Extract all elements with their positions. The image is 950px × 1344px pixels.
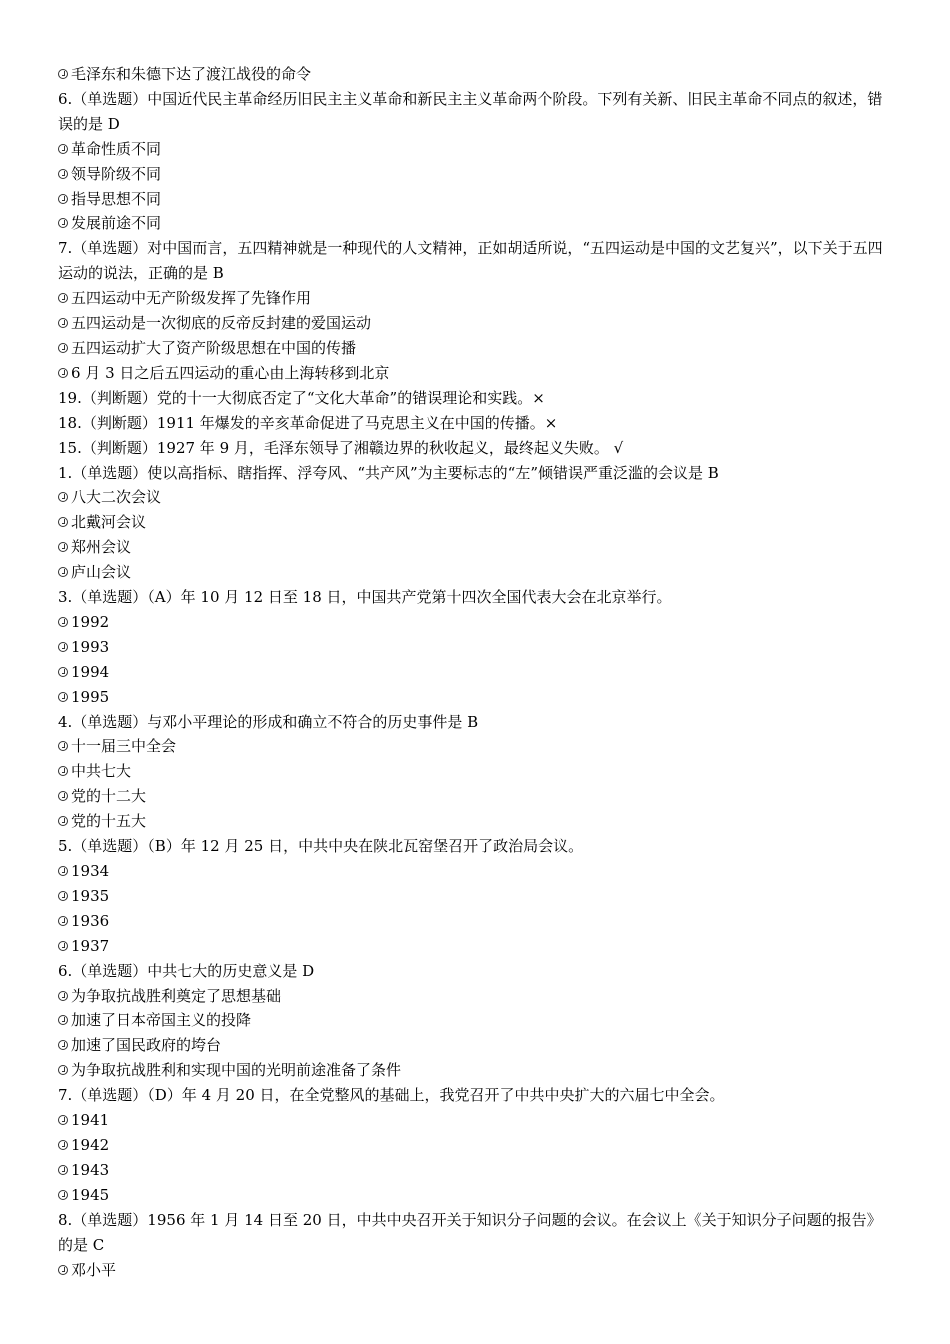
option-circle-icon: [58, 816, 68, 826]
option-text: 庐山会议: [71, 563, 132, 582]
option-text: 发展前途不同: [71, 214, 162, 233]
option-line: [58, 1158, 896, 1183]
option-text: 1935: [71, 886, 110, 905]
option-line: [58, 759, 896, 784]
option-circle-icon: [58, 343, 68, 353]
option-line: [58, 984, 896, 1009]
option-circle-icon: [58, 144, 68, 154]
option-text: 郑州会议: [71, 538, 132, 557]
option-line: [58, 162, 896, 187]
question-text: 4.（单选题）与邓小平理论的形成和确立不符合的历史事件是 B: [58, 712, 479, 731]
option-line: [58, 485, 896, 510]
option-circle-icon: [58, 492, 68, 502]
option-line: [58, 734, 896, 759]
option-circle-icon: [58, 567, 68, 577]
option-circle-icon: [58, 218, 68, 228]
option-text: 1943: [71, 1160, 110, 1179]
option-circle-icon: [58, 916, 68, 926]
option-text: 1994: [71, 662, 110, 681]
option-text: 领导阶级不同: [71, 164, 162, 183]
option-text: 为争取抗战胜利奠定了思想基础: [71, 986, 282, 1005]
question-text: 7.（单选题）对中国而言，五四精神就是一种现代的人文精神，正如胡适所说，“五四运动是中国的文艺复兴”，以下关于五四运动的说法，正确的是 B: [58, 239, 883, 283]
option-line: [58, 311, 896, 336]
option-text: 毛泽东和朱德下达了渡江战役的命令: [71, 65, 312, 83]
question-text: 8.（单选题）1956 年 1 月 14 日至 20 日，中共中央召开关于知识分子问题的会议。在会议上《关于知识分子问题的报告》的是 C: [58, 1210, 882, 1254]
document-body: [58, 62, 896, 1282]
question-text: 18.（判断题）1911 年爆发的辛亥革命促进了马克思主义在中国的传播。×: [58, 413, 558, 432]
option-line: [58, 685, 896, 710]
option-line: [58, 535, 896, 560]
option-circle-icon: [58, 542, 68, 552]
option-line: [58, 1058, 896, 1083]
question-text: 15.（判断题）1927 年 9 月，毛泽东领导了湘赣边界的秋收起义，最终起义失败。 √: [58, 438, 624, 457]
option-line: [58, 510, 896, 535]
option-line: [58, 211, 896, 236]
option-line: [58, 934, 896, 959]
option-text: 6 月 3 日之后五四运动的重心由上海转移到北京: [71, 363, 390, 382]
option-circle-icon: [58, 741, 68, 751]
option-text: 加速了日本帝国主义的投降: [71, 1011, 252, 1030]
option-circle-icon: [58, 1190, 68, 1200]
option-line: [58, 286, 896, 311]
option-line: [58, 560, 896, 585]
question-text: 7.（单选题）（D）年 4 月 20 日，在全党整风的基础上，我党召开了中共中央扩大的六届七中全会。: [58, 1086, 725, 1105]
option-circle-icon: [58, 1115, 68, 1125]
option-text: 1995: [71, 687, 110, 706]
option-text: 加速了国民政府的垮台: [71, 1036, 222, 1055]
option-circle-icon: [58, 1015, 68, 1025]
option-circle-icon: [58, 1065, 68, 1075]
option-text: 八大二次会议: [71, 488, 162, 507]
option-circle-icon: [58, 1140, 68, 1150]
option-line: [58, 336, 896, 361]
option-line: [58, 1008, 896, 1033]
option-line: [58, 635, 896, 660]
option-circle-icon: [58, 194, 68, 204]
option-text: 1992: [71, 612, 110, 631]
option-text: 北戴河会议: [71, 513, 147, 532]
option-line: [58, 361, 896, 386]
question-text: 5.（单选题）（B）年 12 月 25 日，中共中央在陕北瓦窑堡召开了政治局会议。: [58, 837, 584, 856]
option-circle-icon: [58, 891, 68, 901]
option-text: 党的十二大: [71, 787, 147, 806]
option-line: [58, 610, 896, 635]
option-circle-icon: [58, 517, 68, 527]
option-text: 1945: [71, 1185, 110, 1204]
option-line: [58, 859, 896, 884]
option-circle-icon: [58, 368, 68, 378]
option-circle-icon: [58, 1040, 68, 1050]
option-text: 中共七大: [71, 762, 132, 781]
option-text: 邓小平: [71, 1260, 117, 1279]
option-text: 五四运动扩大了资产阶级思想在中国的传播: [71, 338, 357, 357]
option-line: [58, 1183, 896, 1208]
option-line: [58, 62, 896, 87]
option-line: [58, 809, 896, 834]
option-text: 1936: [71, 911, 110, 930]
option-line: [58, 1133, 896, 1158]
option-text: 为争取抗战胜利和实现中国的光明前途准备了条件: [71, 1061, 402, 1080]
question-text: 19.（判断题）党的十一大彻底否定了“文化大革命”的错误理论和实践。×: [58, 388, 545, 407]
option-circle-icon: [58, 941, 68, 951]
option-circle-icon: [58, 766, 68, 776]
option-text: 1942: [71, 1135, 110, 1154]
option-line: [58, 1033, 896, 1058]
option-circle-icon: [58, 866, 68, 876]
option-line: [58, 137, 896, 162]
question-text: 6.（单选题）中共七大的历史意义是 D: [58, 961, 315, 980]
option-text: 五四运动中无产阶级发挥了先锋作用: [71, 289, 312, 308]
option-line: [58, 187, 896, 212]
option-line: [58, 884, 896, 909]
option-circle-icon: [58, 692, 68, 702]
option-text: 1941: [71, 1111, 110, 1130]
option-text: 指导思想不同: [71, 189, 162, 208]
option-circle-icon: [58, 69, 68, 79]
option-circle-icon: [58, 293, 68, 303]
option-circle-icon: [58, 318, 68, 328]
option-circle-icon: [58, 1165, 68, 1175]
question-text: 3.（单选题）（A）年 10 月 12 日至 18 日，中国共产党第十四次全国代表大会在北京举行。: [58, 588, 672, 607]
option-line: [58, 784, 896, 809]
option-line: [58, 660, 896, 685]
option-text: 革命性质不同: [71, 139, 162, 158]
question-text: 6.（单选题）中国近代民主革命经历旧民主主义革命和新民主主义革命两个阶段。下列有关新、旧民主革命不同点的叙述，错误的是 D: [58, 89, 883, 133]
option-circle-icon: [58, 991, 68, 1001]
option-text: 1993: [71, 637, 110, 656]
option-text: 1937: [71, 936, 110, 955]
option-text: 十一届三中全会: [71, 737, 177, 756]
option-line: [58, 1108, 896, 1133]
option-circle-icon: [58, 791, 68, 801]
option-line: [58, 909, 896, 934]
option-circle-icon: [58, 642, 68, 652]
option-circle-icon: [58, 667, 68, 677]
question-text: 1.（单选题）使以高指标、瞎指挥、浮夸风、“共产风”为主要标志的“左”倾错误严重泛滥的会议是 B: [58, 463, 719, 482]
option-circle-icon: [58, 617, 68, 627]
option-text: 党的十五大: [71, 812, 147, 831]
option-circle-icon: [58, 1265, 68, 1275]
option-line: [58, 1258, 896, 1283]
option-text: 1934: [71, 862, 110, 880]
option-circle-icon: [58, 169, 68, 179]
option-text: 五四运动是一次彻底的反帝反封建的爱国运动: [71, 314, 372, 333]
